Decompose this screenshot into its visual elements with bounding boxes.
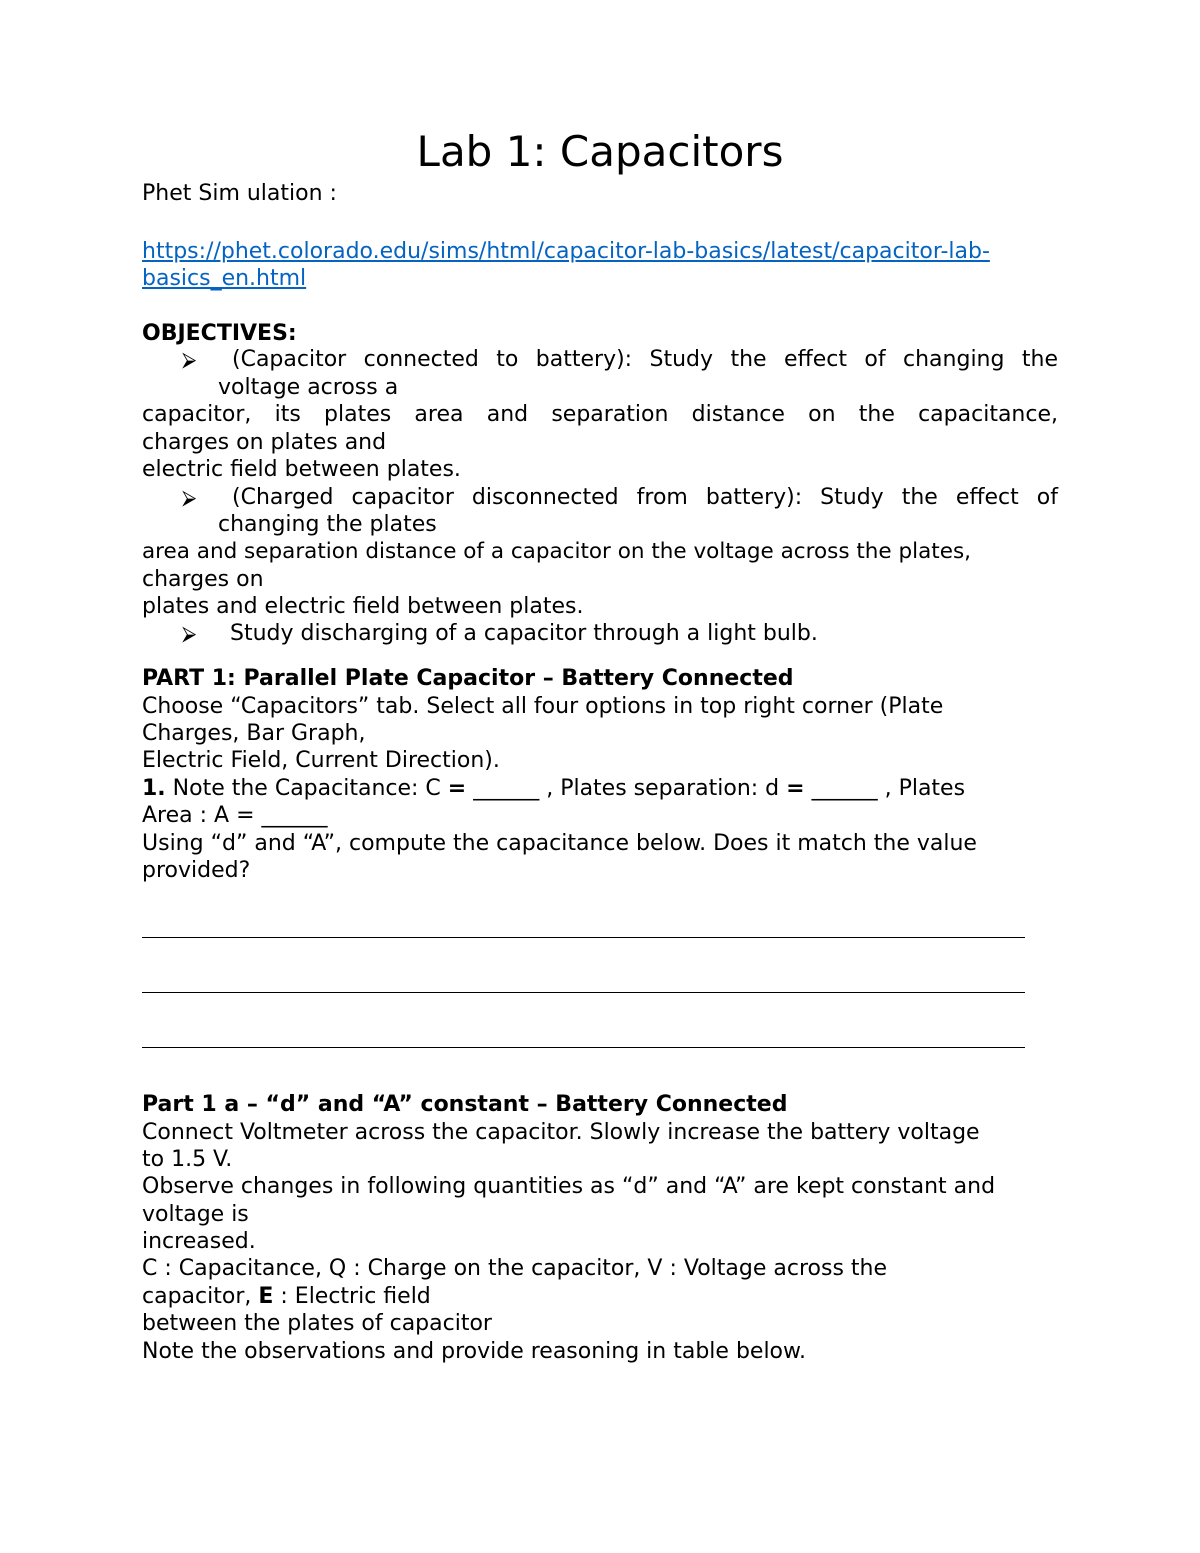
part1a-line2: to 1.5 V. xyxy=(142,1147,233,1172)
objective-2-line2: changing the plates xyxy=(218,512,437,537)
part1a-line7 xyxy=(142,1283,1058,1311)
part1a-line5: increased. xyxy=(142,1229,256,1254)
bullet-arrow-icon: ⮚ xyxy=(182,485,197,509)
page-title: Lab 1: Capacitors xyxy=(416,127,784,176)
electric-field-symbol: E xyxy=(258,1284,274,1309)
objective-2-line3: area and separation distance of a capacitor on the voltage across the plates, xyxy=(142,539,971,564)
electric-field-text: : Electric field xyxy=(273,1284,431,1309)
bullet-arrow-icon: ⮚ xyxy=(182,621,197,645)
objective-2-line4: charges on xyxy=(142,567,264,592)
part1-line3: Electric Field, Current Direction). xyxy=(142,748,500,773)
part1-line1: Choose “Capacitors” tab. Select all four options in top right corner (Plate xyxy=(142,694,944,719)
question-text-c: ______ , Plates xyxy=(804,776,966,801)
objectives-heading: OBJECTIVES: xyxy=(142,321,297,346)
question-text-a: Note the Capacitance: C xyxy=(165,776,448,801)
bullet-arrow-icon: ⮚ xyxy=(182,347,197,371)
objective-1-line5: electric field between plates. xyxy=(142,457,461,482)
part1a-line1: Connect Voltmeter across the capacitor. Slowly increase the battery voltage xyxy=(142,1120,980,1145)
part1-line2: Charges, Bar Graph, xyxy=(142,721,366,746)
question-text-b: ______ , Plates separation: d xyxy=(466,776,787,801)
answer-line[interactable] xyxy=(142,1047,1025,1048)
objective-1-line3: capacitor, its plates area and separation distance on the capacitance, xyxy=(142,402,1058,427)
simulation-link-line2[interactable]: basics_en.html xyxy=(142,266,307,291)
capacitor-text: capacitor, xyxy=(142,1284,259,1309)
part1a-line9: Note the observations and provide reasoning in table below. xyxy=(142,1339,806,1364)
objective-2-line5: plates and electric field between plates. xyxy=(142,594,584,619)
objective-1-line1: (Capacitor connected to battery): Study the effect of changing the xyxy=(232,347,1058,372)
equals-sign: = xyxy=(447,776,467,801)
answer-line[interactable] xyxy=(142,937,1025,938)
question-1-line1 xyxy=(142,775,1058,803)
question-1-line2: Area : A = ______ xyxy=(142,803,328,828)
objective-1-line4: charges on plates and xyxy=(142,430,387,455)
question-1-line4: provided? xyxy=(142,858,251,883)
objective-1-line2: voltage across a xyxy=(218,375,399,400)
part1a-line6: C : Capacitance, Q : Charge on the capacitor, V : Voltage across the xyxy=(142,1256,888,1281)
part1a-line4: voltage is xyxy=(142,1202,249,1227)
part1-heading: PART 1: Parallel Plate Capacitor – Battery Connected xyxy=(142,666,794,691)
simulation-link-line1[interactable]: https://phet.colorado.edu/sims/html/capacitor-lab-basics/latest/capacitor-lab- xyxy=(142,239,990,264)
part1a-heading: Part 1 a – “d” and “A” constant – Battery Connected xyxy=(142,1092,788,1117)
answer-line[interactable] xyxy=(142,992,1025,993)
objective-2-line1: (Charged capacitor disconnected from battery): Study the effect of xyxy=(232,485,1058,510)
question-number: 1. xyxy=(142,776,166,801)
part1a-line8: between the plates of capacitor xyxy=(142,1311,492,1336)
equals-sign: = xyxy=(786,776,805,801)
part1a-line3: Observe changes in following quantities as “d” and “A” are kept constant and xyxy=(142,1174,996,1199)
objective-3-line1: Study discharging of a capacitor through a light bulb. xyxy=(230,621,818,646)
phet-label: Phet Sim ulation : xyxy=(142,181,337,206)
question-1-line3: Using “d” and “A”, compute the capacitance below. Does it match the value xyxy=(142,831,977,856)
